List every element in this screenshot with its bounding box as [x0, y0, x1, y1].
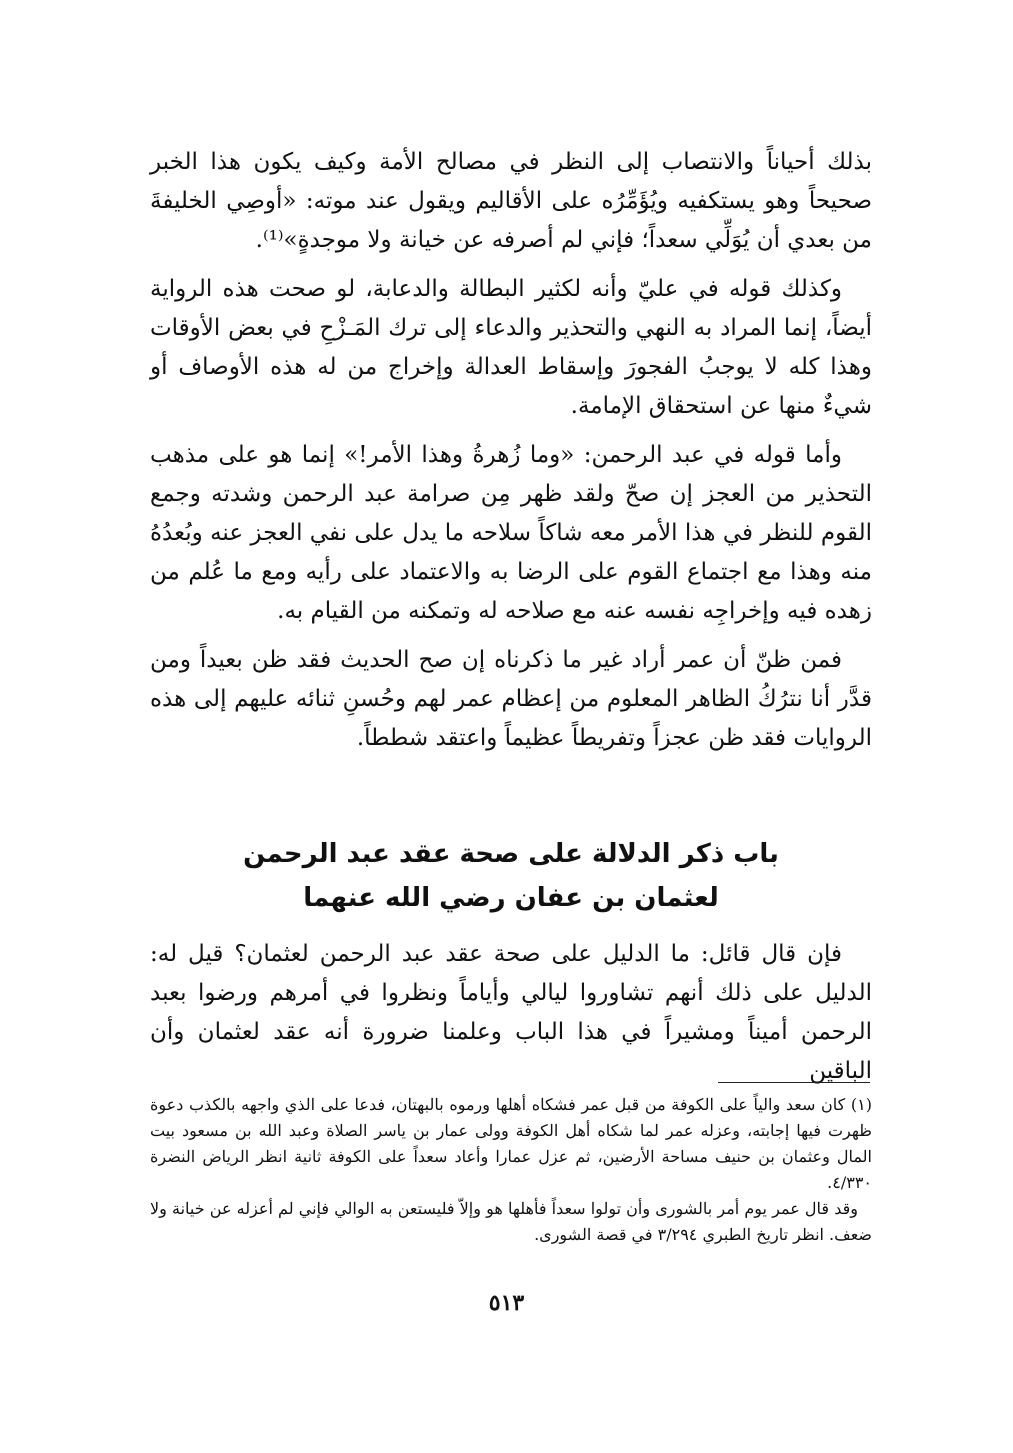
paragraph-2: وكذلك قوله في عليّ وأنه لكثير البطالة والدعابة، لو صحت هذه الرواية أيضاً، إنما المراد به النهي والتحذير والدعاء إلى ترك المَـزْحِ في بعض الأوقات وهذا كله لا يوجبُ الفجورَ وإسقاط العدالة وإخراج من له هذه الأوصاف أو شيءٌ منها عن استحقاق الإمامة. — [150, 276, 872, 419]
paragraph-5: فإن قال قائل: ما الدليل على صحة عقد عبد الرحمن لعثمان؟ قيل له: الدليل على ذلك أنهم تشاوروا ليالي وأياماً ونظروا في أمرهم ورضوا بعبد الرحمن أميناً ومشيراً في هذا الباب وعلمنا ضرورة أنه عقد لعثمان وأن الباقين — [150, 941, 872, 1084]
footnote-1: (١) كان سعد والياً على الكوفة من قبل عمر فشكاه أهلها ورموه بالبهتان، فدعا على الذي واجهه بالكذب دعوة ظهرت فيها إجابته، وعزله عمر لما شكاه أهل الكوفة وولى عمار بن ياسر الصلاة وعبد الله بن مسعود بيت المال وعثمان بن حنيف مساحة الأرضين، ثم عزل عمارا وأعاد سعداً على الكوفة ثانية انظر الرياض النضرة ٤/٣٣٠. — [150, 1095, 873, 1192]
footnote-separator — [718, 1082, 870, 1083]
paragraph-3: وأما قوله في عبد الرحمن: «وما زُهرةُ وهذا الأمر!» إنما هو على مذهب التحذير من العجز إن صحّ ولقد ظهر مِن صرامة عبد الرحمن وشدته وجمع القوم للنظر في هذا الأمر معه شاكاً سلاحه ما يدل على نفي العجز عنه وبُعدُهُ منه وهذا مع اجتماع القوم على الرضا به والاعتماد على رأيه ومع ما عُلم من زهده فيه وإخراجِه نفسه عنه مع صلاحه له وتمكنه من القيام به. — [150, 442, 872, 624]
main-text-lower — [150, 935, 872, 1091]
footnotes — [150, 1092, 872, 1248]
main-text-upper — [150, 143, 872, 758]
chapter-heading-line-2: لعثمان بن عفان رضي الله عنهما — [303, 883, 719, 913]
page-number: ٥١٣ — [488, 1290, 525, 1316]
footnote-1-continued: وقد قال عمر يوم أمر بالشورى وأن تولوا سعداً فأهلها هو وإلاّ فليستعن به الوالي فإني لم أعزله عن خيانة ولا ضعف. انظر تاريخ الطبري ٣/٢٩٤ في قصة الشورى. — [150, 1199, 872, 1244]
paragraph-4: فمن ظنّ أن عمر أراد غير ما ذكرناه إن صح الحديث فقد ظن بعيداً ومن قدَّر أنا نترُكُ الظاهر المعلوم من إعظام عمر لهم وحُسنِ ثنائه عليهم إلى هذه الروايات فقد ظن عجزاً وتفريطاً عظيماً واعتقد شططاً. — [150, 647, 872, 751]
chapter-heading-line-1: باب ذكر الدلالة على صحة عقد عبد الرحمن — [243, 839, 779, 869]
chapter-heading — [150, 832, 872, 920]
paragraph-1: بذلك أحياناً والانتصاب إلى النظر في مصالح الأمة وكيف يكون هذا الخبر صحيحاً وهو يستكفيه ويُؤَمِّرُه على الأقاليم ويقول عند موته: «أوصِي الخليفةَ من بعدي أن يُوَلِّي سعداً؛ فإني لم أصرفه عن خيانة ولا موجدةٍ»⁽¹⁾. — [150, 149, 873, 253]
